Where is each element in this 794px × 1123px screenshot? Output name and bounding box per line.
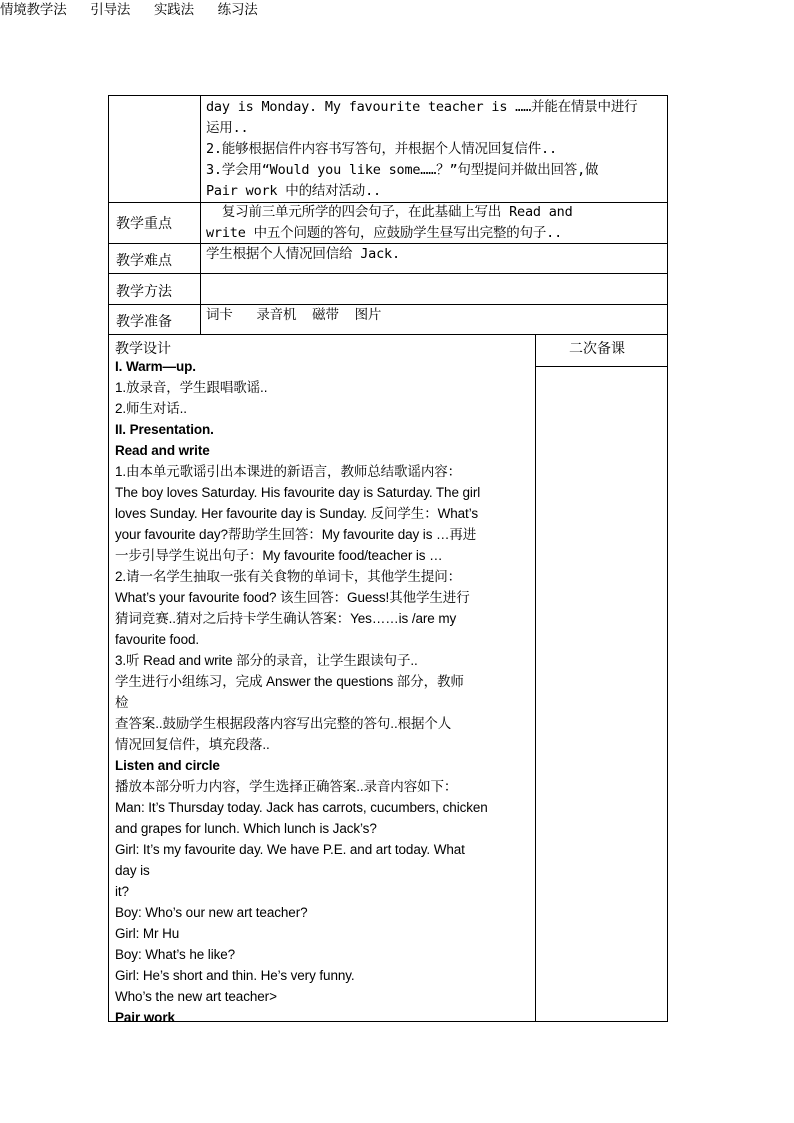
design-text-line: Girl: Mr Hu (115, 926, 180, 941)
key-points-label: 教学重点 (116, 216, 172, 232)
key-points-cell (206, 202, 573, 244)
design-header: 教学设计 (115, 341, 171, 357)
table-row-divider-3 (108, 273, 668, 274)
design-text-line: favourite food. (115, 632, 200, 647)
design-text-line: The boy loves Saturday. His favourite day is Saturday. The girl (115, 485, 481, 500)
side-header-divider (535, 366, 668, 367)
table-row-divider-5 (108, 334, 668, 335)
table-border-left (108, 95, 109, 1022)
side-column-divider (535, 334, 536, 1022)
section-heading: Read and write (115, 443, 210, 458)
design-text-line: Girl: It’s my favourite day. We have P.E. and art today. What (115, 842, 465, 857)
design-text-line: 检 (115, 695, 129, 710)
design-text-line: 一步引导学生说出句子：My favourite food/teacher is … (115, 548, 443, 563)
design-text-line: 2.师生对话.. (115, 401, 187, 416)
objectives-line: 3.学会用“Would you like some……？”句型提问并做出回答,做 (206, 162, 599, 178)
table-border-right (667, 95, 668, 1022)
design-text-line: your favourite day?帮助学生回答：My favourite day is …再进 (115, 527, 477, 542)
design-text-line: Boy: What’s he like? (115, 947, 236, 962)
design-text-line: 情况回复信件，填充段落.. (115, 737, 270, 752)
difficulties-label: 教学难点 (116, 253, 172, 269)
design-text-line: 3.听 Read and write 部分的录音，让学生跟读句子.. (115, 653, 418, 668)
objectives-cell (206, 97, 637, 202)
difficulties-text: 学生根据个人情况回信给 Jack. (206, 246, 400, 262)
design-text-line: day is (115, 863, 150, 878)
objectives-line: 运用.. (206, 120, 249, 136)
objectives-line: Pair work 中的结对活动.. (206, 183, 381, 199)
section-heading: Listen and circle (115, 758, 220, 773)
key-points-line: 复习前三单元所学的四会句子，在此基础上写出 Read and (206, 204, 573, 220)
methods-text: 情境教学法 引导法 实践法 练习法 (0, 2, 258, 18)
design-text-line: 1.由本单元歌谣引出本课进的新语言，教师总结歌谣内容： (115, 464, 462, 479)
label-column-divider (200, 95, 201, 335)
design-text-line: 猜词竞赛..猜对之后持卡学生确认答案：Yes……is /are my (115, 611, 457, 626)
design-body (115, 356, 531, 1028)
objectives-line: 2.能够根据信件内容书写答句，并根据个人情况回复信件.. (206, 141, 557, 157)
table-row-divider-4 (108, 304, 668, 305)
key-points-line: write 中五个问题的答句，应鼓励学生昼写出完整的句子.. (206, 225, 563, 241)
design-text-line: 学生进行小组练习，完成 Answer the questions 部分，教师 (115, 674, 464, 689)
section-heading: II. Presentation. (115, 422, 214, 437)
design-text-line: Who’s the new art teacher> (115, 989, 277, 1004)
design-text-line: Boy: Who’s our new art teacher? (115, 905, 308, 920)
preparation-label: 教学准备 (116, 314, 172, 330)
objectives-line: day is Monday. My favourite teacher is ……并能在情景中进行 (206, 99, 638, 115)
design-text-line: 播放本部分听力内容，学生选择正确答案..录音内容如下： (115, 779, 458, 794)
design-text-line: loves Sunday. Her favourite day is Sunday. 反问学生：What’s (115, 506, 479, 521)
design-text-line: it? (115, 884, 129, 899)
methods-label: 教学方法 (116, 284, 172, 300)
design-text-line: and grapes for lunch. Which lunch is Jack’s? (115, 821, 377, 836)
table-border-top (108, 95, 668, 96)
section-heading: Pair work (115, 1010, 175, 1025)
design-text-line: Girl: He’s short and thin. He’s very funny. (115, 968, 355, 983)
section-heading: I. Warm—up. (115, 359, 196, 374)
design-text-line: 1.放录音，学生跟唱歌谣.. (115, 380, 268, 395)
design-text-line: What’s your favourite food? 该生回答：Guess!其他学生进行 (115, 590, 470, 605)
side-header: 二次备课 (569, 341, 625, 357)
preparation-text: 词卡 录音机 磁带 图片 (206, 307, 382, 323)
design-text-line: 2.请一名学生抽取一张有关食物的单词卡，其他学生提问： (115, 569, 462, 584)
design-text-line: Man: It’s Thursday today. Jack has carrots, cucumbers, chicken (115, 800, 488, 815)
design-text-line: 查答案..鼓励学生根据段落内容写出完整的答句..根据个人 (115, 716, 452, 731)
